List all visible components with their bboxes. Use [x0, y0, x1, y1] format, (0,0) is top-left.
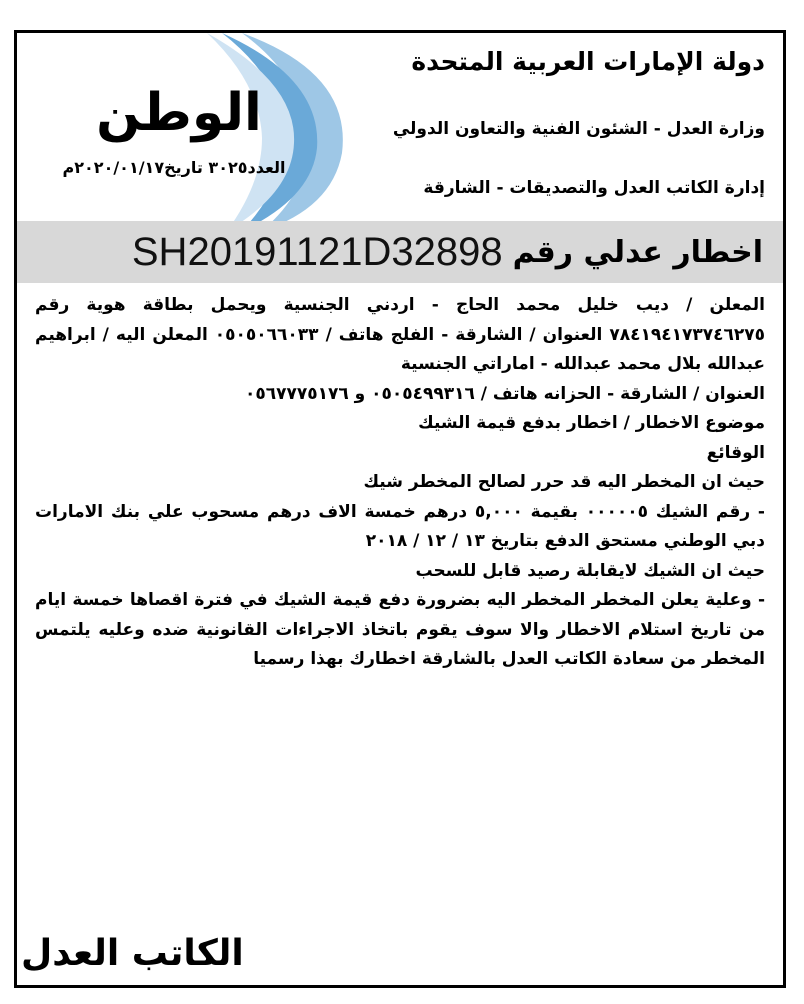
country-title: دولة الإمارات العربية المتحدة — [411, 47, 765, 76]
signature-notary: الكاتب العدل — [21, 933, 244, 974]
newspaper-logo-text: الوطن — [96, 83, 262, 143]
demand-paragraph: - وعلية يعلن المخطر المخطر اليه بضرورة دفع قيمة الشيك في فترة اقصاها خمسة ايام من تاريخ استلام الاخطار والا سوف يقوم باتخاذ الاجراءات القانونية ضده وعليه يلتمس المخطر من سعادة الكاتب العدل بالشارقة اخطارك بهذا رسميا — [35, 590, 765, 669]
notice-body — [35, 291, 765, 675]
notice-number: SH20191121D32898 — [131, 229, 503, 274]
notice-title-band — [17, 221, 783, 283]
ministry-line: وزارة العدل - الشئون الفنية والتعاون الدولي — [392, 119, 765, 139]
department-line: إدارة الكاتب العدل والتصديقات - الشارقة — [423, 178, 765, 198]
facts-paragraph-3: حيث ان الشيك لايقابلة رصيد قابل للسحب — [415, 560, 765, 581]
facts-heading: الوقائع — [706, 442, 765, 463]
facts-paragraph-1: حيث ان المخطر اليه قد حرر لصالح المخطر شيك — [363, 472, 765, 492]
issue-date-line: العدد٣٠٢٥ تاريخ٢٠٢٠/٠١/١٧م — [62, 158, 286, 177]
notice-frame — [14, 30, 786, 988]
facts-paragraph-2: - رقم الشيك ٠٠٠٠٠٥ بقيمة ٥,٠٠٠ درهم خمسة الاف درهم مسحوب علي بنك الامارات دبي الوطني مستحق الدفع بتاريخ ١٣ / ١٢ / ٢٠١٨ — [35, 501, 765, 551]
notifier-paragraph: المعلن / ديب خليل محمد الحاج - اردني الجنسية ويحمل بطاقة هوية رقم ٧٨٤١٩٤١٧٣٧٤٦٢٧٥ العنوان / الشارقة - الفلج هاتف / ٠٥٠٥٠٦٦٠٣٣ المعلن اليه / ابراهيم عبدالله بلال محمد عبدالله - اماراتي الجنسية — [35, 295, 765, 374]
subject-paragraph: موضوع الاخطار / اخطار بدفع قيمة الشيك — [418, 413, 765, 433]
address-paragraph: العنوان / الشارقة - الحزانه هاتف / ٠٥٠٥٤٩٩٣١٦ و ٠٥٦٧٧٧٥١٧٦ — [244, 383, 765, 404]
notice-title-label: اخطار عدلي رقم — [512, 234, 763, 270]
